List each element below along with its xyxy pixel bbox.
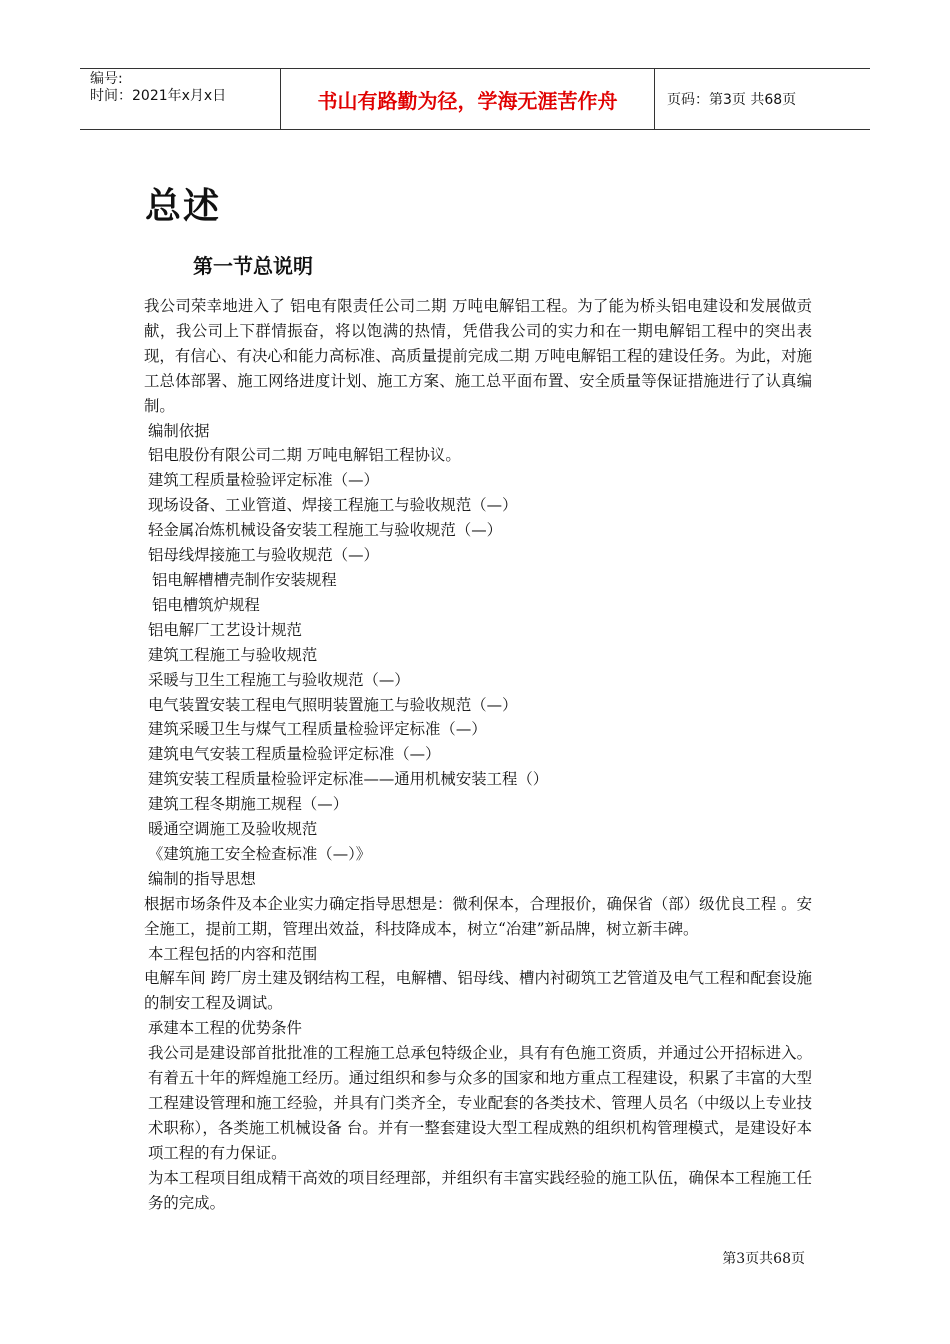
basis-item: 建筑安装工程质量检验评定标准——通用机械安装工程（） [148,770,549,789]
scope-paragraph: 电解车间 跨厂房土建及钢结构工程，电解槽、铝母线、槽内衬砌筑工艺管道及电气工程和配套设施的制安工程及调试。 [144,969,812,1013]
basis-item: 建筑工程施工与验收规范 [148,645,318,664]
guideline-paragraph: 根据市场条件及本企业实力确定指导思想是：微利保本，合理报价，确保省（部）级优良工程 。安全施工，提前工期，管理出效益，科技降成本，树立“冶建”新品牌，树立新丰碑。 [144,894,812,938]
header-time-label: 时间：2021年x月x日 [90,88,227,104]
basis-item: 铝电解厂工艺设计规范 [148,620,302,639]
intro-paragraph: 我公司荣幸地进入了 铝电有限责任公司二期 万吨电解铝工程。为了能为桥头铝电建设和发展做贡献，我公司上下群情振奋，将以饱满的热情，凭借我公司的实力和在一期电解铝工程中的突出表现，有信心、有决心和能力高标准、高质量提前完成二期 万吨电解铝工程的建设任务。为此，对施工总体部署、施工网络进度计划、施工方案、施工总平面布置、安全质量等保证措施进行了认真编制。 [144,297,812,415]
basis-item: 建筑工程质量检验评定标准（—） [148,471,379,490]
document-title: 总述 [145,186,222,227]
basis-item: 铝电解槽槽壳制作安装规程 [152,570,337,589]
basis-item: 建筑电气安装工程质量检验评定标准（—） [148,745,441,764]
basis-heading: 编制依据 [148,421,210,440]
header-number-label: 编号: [90,71,123,87]
basis-item: 铝电股份有限公司二期 万吨电解铝工程协议。 [148,446,461,465]
advantage-paragraph: 我公司是建设部首批批准的工程施工总承包特级企业，具有有色施工资质，并通过公开招标进入。有着五十年的辉煌施工经历。通过组织和参与众多的国家和地方重点工程建设，积累了丰富的大型工程建设管理和施工经验，并具有门类齐全，专业配套的各类技术、管理人员名（中级以上专业技术职称），各类施工机械设备 台。并有一整套建设大型工程成熟的组织机构管理模式，是建设好本项工程的有力保证。 [148,1044,812,1162]
page-header [80,68,870,130]
header-page-info: 页码：第3页 共68页 [667,92,797,108]
header-motto: 书山有路勤为径，学海无涯苦作舟 [281,69,655,129]
document-body [144,294,812,1216]
scope-heading: 本工程包括的内容和范围 [148,944,318,963]
basis-item: 轻金属冶炼机械设备安装工程施工与验收规范（—） [148,521,502,540]
basis-item: 《建筑施工安全检查标准（—）》 [148,844,372,863]
basis-item: 建筑采暖卫生与煤气工程质量检验评定标准（—） [148,720,487,739]
section-title: 第一节总说明 [193,254,313,278]
header-meta [80,69,281,129]
guideline-heading: 编制的指导思想 [148,869,256,888]
final-paragraph: 为本工程项目组成精干高效的项目经理部，并组织有丰富实践经验的施工队伍，确保本工程施工任务的完成。 [148,1168,812,1212]
basis-item: 采暖与卫生工程施工与验收规范（—） [148,670,410,689]
basis-item: 铝母线焊接施工与验收规范（—） [148,546,379,565]
basis-item: 建筑工程冬期施工规程（—） [148,795,349,814]
advantage-heading: 承建本工程的优势条件 [148,1019,302,1038]
page-footer: 第3页共68页 [722,1251,805,1267]
basis-item: 电气装置安装工程电气照明装置施工与验收规范（—） [148,695,518,714]
basis-item: 铝电槽筑炉规程 [152,595,260,614]
basis-item: 暖通空调施工及验收规范 [148,820,318,839]
basis-item: 现场设备、工业管道、焊接工程施工与验收规范（—） [148,496,518,515]
